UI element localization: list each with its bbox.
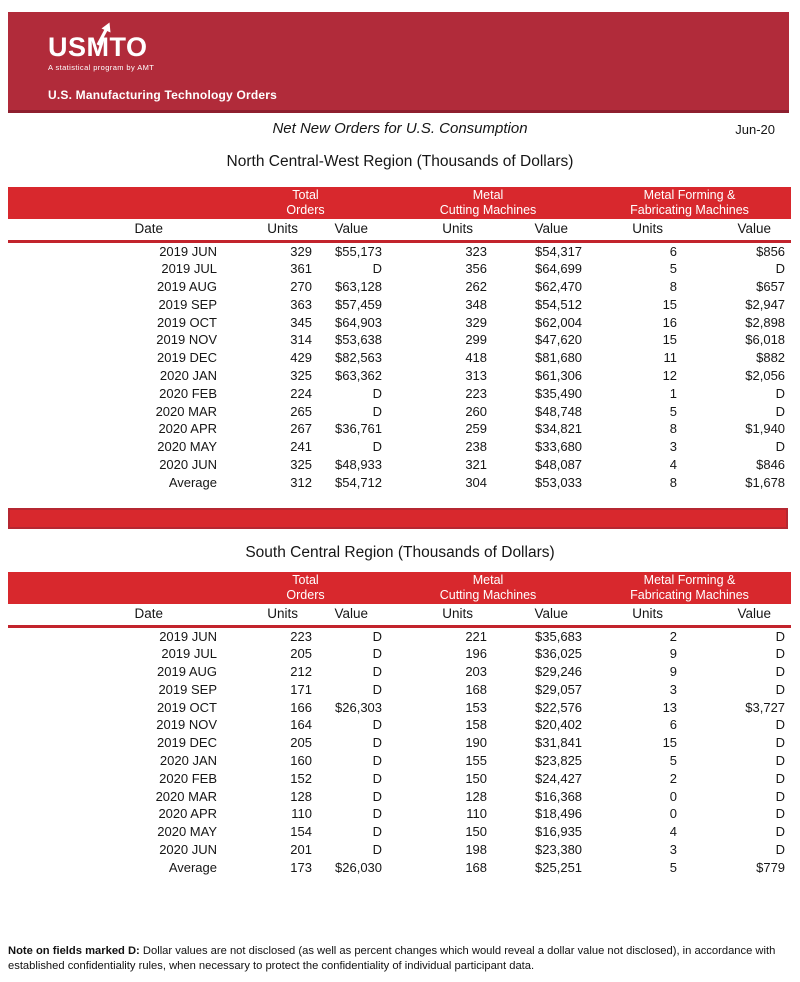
value-cell: D	[775, 806, 786, 822]
brand-header	[8, 12, 789, 113]
table-row	[8, 331, 791, 349]
date-cell: Average	[168, 859, 217, 875]
value-cell: D	[372, 806, 383, 822]
units-cell: 3	[669, 842, 678, 858]
date-cell: 2020 MAR	[155, 403, 217, 419]
value-cell: D	[775, 681, 786, 697]
units-cell: 168	[465, 681, 488, 697]
units-cell: 15	[662, 735, 678, 751]
value-cell: D	[372, 439, 383, 455]
table-north-central-west	[8, 187, 791, 492]
column-header-row	[8, 219, 791, 241]
value-cell: D	[775, 403, 786, 419]
table-row	[8, 474, 791, 492]
units-cell: 166	[290, 699, 312, 715]
value-cell: $48,087	[535, 457, 583, 473]
date-cell: 2020 FEB	[159, 385, 217, 401]
date-cell: 2020 JAN	[159, 368, 217, 384]
table-row	[8, 278, 791, 296]
value-cell: $22,576	[535, 699, 583, 715]
value-cell: $48,748	[535, 403, 583, 419]
value-cell: $36,025	[535, 646, 583, 662]
table-row	[8, 770, 791, 788]
value-cell: D	[775, 788, 786, 804]
value-cell: $779	[756, 859, 786, 875]
report-title: Net New Orders for U.S. Consumption	[272, 120, 528, 137]
value-cell: $23,380	[535, 842, 583, 858]
table-row	[8, 349, 791, 367]
units-cell: 418	[465, 350, 488, 366]
units-cell: 2	[669, 770, 678, 786]
date-cell: 2020 MAY	[157, 439, 217, 455]
group-header-metal-forming	[588, 572, 791, 604]
table-row	[8, 734, 791, 752]
units-cell: 1	[669, 385, 678, 401]
value-cell: D	[372, 385, 383, 401]
value-cell: D	[372, 753, 383, 769]
group-header-line: Total	[292, 188, 319, 202]
logo-wordmark	[48, 32, 154, 62]
date-cell: 2020 MAY	[157, 824, 217, 840]
footnote-body: Dollar values are not disclosed (as well as percent changes which would reveal a dollar value not disclosed), in accordance with established confidentiality rules, when necessary to protect the confidentiality of individual participant data.	[8, 945, 776, 972]
units-cell: 267	[290, 421, 312, 437]
group-header-metal-cutting	[388, 572, 588, 604]
value-cell: $16,368	[535, 788, 583, 804]
logo-text: USMTO	[48, 32, 148, 62]
units-cell: 314	[290, 332, 312, 348]
column-header-row	[8, 604, 791, 626]
date-cell: 2019 OCT	[157, 699, 217, 715]
value-cell: $29,246	[535, 664, 583, 680]
date-cell: 2019 DEC	[157, 350, 217, 366]
group-header-spacer	[8, 187, 223, 219]
value-cell: $33,680	[535, 439, 583, 455]
units-cell: 304	[465, 474, 488, 490]
units-cell: 15	[662, 332, 678, 348]
date-cell: 2019 DEC	[157, 735, 217, 751]
column-header-date: Date	[8, 604, 223, 626]
table-row	[8, 699, 791, 717]
date-cell: 2019 JUL	[161, 261, 217, 277]
value-cell: D	[775, 628, 786, 644]
value-cell: $64,903	[335, 314, 383, 330]
value-cell: $34,821	[535, 421, 583, 437]
table-row	[8, 805, 791, 823]
units-cell: 363	[290, 296, 312, 312]
units-cell: 224	[290, 385, 312, 401]
logo-tagline: A statistical program by AMT	[48, 63, 155, 72]
units-cell: 201	[290, 842, 312, 858]
units-cell: 205	[290, 646, 312, 662]
units-cell: 329	[465, 314, 488, 330]
units-cell: 223	[465, 385, 488, 401]
column-header-units-forming: Units	[588, 604, 683, 626]
units-cell: 198	[465, 842, 488, 858]
units-cell: 6	[669, 243, 678, 259]
table-south-central	[8, 572, 791, 877]
units-cell: 270	[290, 279, 312, 295]
units-cell: 5	[669, 261, 678, 277]
value-cell: D	[372, 735, 383, 751]
group-header-line: Cutting Machines	[439, 203, 537, 217]
report-period: Jun-20	[735, 122, 775, 137]
value-cell: $57,459	[335, 296, 383, 312]
group-header-line: Fabricating Machines	[630, 203, 749, 217]
column-header-value-cutting: Value	[493, 219, 588, 241]
value-cell: $62,004	[535, 314, 583, 330]
table-row	[8, 626, 791, 645]
date-cell: 2020 APR	[158, 806, 217, 822]
group-header-metal-forming	[588, 187, 791, 219]
value-cell: $1,678	[745, 474, 786, 490]
units-cell: 158	[465, 717, 488, 733]
date-cell: 2020 JUN	[159, 842, 217, 858]
table-row	[8, 260, 791, 278]
value-cell: $81,680	[535, 350, 583, 366]
value-cell: D	[372, 788, 383, 804]
column-header-units-total: Units	[223, 219, 318, 241]
value-cell: D	[775, 646, 786, 662]
value-cell: $64,699	[535, 261, 583, 277]
units-cell: 190	[465, 735, 488, 751]
table-row	[8, 663, 791, 681]
units-cell: 259	[465, 421, 488, 437]
value-cell: $62,470	[535, 279, 583, 295]
units-cell: 321	[465, 457, 488, 473]
units-cell: 173	[290, 859, 312, 875]
date-cell: 2019 JUL	[161, 646, 217, 662]
value-cell: $882	[756, 350, 786, 366]
group-header-row	[8, 187, 791, 219]
units-cell: 212	[290, 664, 312, 680]
date-cell: 2019 SEP	[158, 681, 217, 697]
footnote-lead: Note on fields marked D:	[8, 945, 140, 957]
units-cell: 160	[290, 753, 312, 769]
value-cell: $18,496	[535, 806, 583, 822]
value-cell: D	[775, 824, 786, 840]
units-cell: 5	[669, 403, 678, 419]
units-cell: 325	[290, 457, 312, 473]
table-row	[8, 367, 791, 385]
value-cell: $53,638	[335, 332, 383, 348]
value-cell: $48,933	[335, 457, 383, 473]
units-cell: 325	[290, 368, 312, 384]
units-cell: 348	[465, 296, 488, 312]
value-cell: $55,173	[335, 243, 383, 259]
table-row	[8, 841, 791, 859]
units-cell: 16	[662, 314, 678, 330]
value-cell: D	[775, 664, 786, 680]
value-cell: D	[372, 261, 383, 277]
value-cell: $35,683	[535, 628, 583, 644]
units-cell: 164	[290, 717, 312, 733]
date-cell: 2019 SEP	[158, 296, 217, 312]
group-header-total-orders	[223, 187, 388, 219]
value-cell: D	[775, 385, 786, 401]
units-cell: 203	[465, 664, 488, 680]
value-cell: $26,030	[335, 859, 383, 875]
units-cell: 429	[290, 350, 312, 366]
group-header-line: Orders	[286, 588, 325, 602]
column-header-value-forming: Value	[683, 604, 791, 626]
value-cell: D	[775, 439, 786, 455]
value-cell: D	[775, 842, 786, 858]
units-cell: 223	[290, 628, 312, 644]
units-cell: 110	[466, 806, 488, 822]
date-cell: 2019 JUN	[159, 243, 217, 259]
value-cell: $657	[756, 279, 786, 295]
group-header-metal-cutting	[388, 187, 588, 219]
units-cell: 221	[465, 628, 488, 644]
column-header-units-forming: Units	[588, 219, 683, 241]
value-cell: $1,940	[745, 421, 786, 437]
confidentiality-footnote	[8, 944, 790, 974]
column-header-value-total: Value	[318, 604, 388, 626]
units-cell: 238	[465, 439, 488, 455]
units-cell: 13	[662, 699, 678, 715]
value-cell: D	[775, 717, 786, 733]
column-header-date: Date	[8, 219, 223, 241]
units-cell: 155	[465, 753, 488, 769]
group-header-line: Orders	[286, 203, 325, 217]
units-cell: 168	[465, 859, 488, 875]
value-cell: D	[372, 842, 383, 858]
group-header-line: Metal	[472, 188, 504, 202]
date-cell: 2019 OCT	[157, 314, 217, 330]
value-cell: $63,362	[335, 368, 383, 384]
group-header-line: Total	[292, 573, 319, 587]
section-separator-band	[8, 508, 788, 529]
value-cell: $6,018	[745, 332, 786, 348]
column-header-units-cutting: Units	[388, 604, 493, 626]
value-cell: $846	[756, 457, 786, 473]
value-cell: $54,512	[535, 296, 583, 312]
value-cell: D	[372, 664, 383, 680]
units-cell: 152	[290, 770, 312, 786]
date-cell: 2020 JAN	[159, 753, 217, 769]
units-cell: 329	[290, 243, 312, 259]
date-cell: 2020 MAR	[155, 788, 217, 804]
table-row	[8, 752, 791, 770]
units-cell: 110	[291, 806, 312, 822]
units-cell: 356	[465, 261, 488, 277]
units-cell: 0	[669, 806, 678, 822]
value-cell: D	[775, 753, 786, 769]
column-header-value-forming: Value	[683, 219, 791, 241]
units-cell: 312	[290, 474, 312, 490]
table-row	[8, 385, 791, 403]
group-header-line: Fabricating Machines	[630, 588, 749, 602]
value-cell: $24,427	[535, 770, 583, 786]
group-header-total-orders	[223, 572, 388, 604]
date-cell: 2019 NOV	[156, 332, 217, 348]
region-title-north-central-west: North Central-West Region (Thousands of Dollars)	[226, 153, 574, 170]
value-cell: D	[775, 770, 786, 786]
units-cell: 154	[290, 824, 312, 840]
units-cell: 0	[669, 788, 678, 804]
table-row	[8, 296, 791, 314]
value-cell: D	[372, 628, 383, 644]
value-cell: D	[372, 646, 383, 662]
units-cell: 2	[669, 628, 678, 644]
value-cell: $61,306	[535, 368, 583, 384]
units-cell: 5	[669, 859, 678, 875]
value-cell: $29,057	[535, 681, 583, 697]
units-cell: 128	[290, 788, 312, 804]
date-cell: 2019 NOV	[156, 717, 217, 733]
units-cell: 9	[669, 646, 678, 662]
value-cell: D	[775, 735, 786, 751]
date-cell: 2019 JUN	[159, 628, 217, 644]
units-cell: 11	[663, 350, 678, 366]
units-cell: 150	[465, 824, 488, 840]
value-cell: $54,317	[535, 243, 583, 259]
table-row	[8, 456, 791, 474]
table-row	[8, 716, 791, 734]
units-cell: 8	[669, 474, 678, 490]
date-cell: 2020 FEB	[159, 770, 217, 786]
value-cell: $23,825	[535, 753, 583, 769]
units-cell: 4	[669, 824, 678, 840]
group-header-line: Metal Forming &	[643, 188, 736, 202]
value-cell: $53,033	[535, 474, 583, 490]
value-cell: $36,761	[335, 421, 383, 437]
value-cell: $82,563	[335, 350, 383, 366]
value-cell: $35,490	[535, 385, 583, 401]
units-cell: 299	[465, 332, 488, 348]
units-cell: 128	[465, 788, 488, 804]
value-cell: D	[775, 261, 786, 277]
column-header-value-cutting: Value	[493, 604, 588, 626]
units-cell: 345	[290, 314, 312, 330]
group-header-spacer	[8, 572, 223, 604]
units-cell: 323	[465, 243, 488, 259]
group-header-row	[8, 572, 791, 604]
value-cell: $54,712	[335, 474, 383, 490]
units-cell: 8	[669, 421, 678, 437]
units-cell: 153	[465, 699, 488, 715]
units-cell: 265	[290, 403, 312, 419]
date-cell: 2019 AUG	[157, 279, 217, 295]
units-cell: 361	[290, 261, 312, 277]
group-header-line: Metal Forming &	[643, 573, 736, 587]
region-title-south-central: South Central Region (Thousands of Dollars)	[245, 544, 555, 561]
value-cell: $3,727	[745, 699, 786, 715]
units-cell: 171	[290, 681, 312, 697]
table-row	[8, 823, 791, 841]
table-row	[8, 681, 791, 699]
units-cell: 6	[669, 717, 678, 733]
units-cell: 9	[669, 664, 678, 680]
units-cell: 260	[465, 403, 488, 419]
units-cell: 196	[465, 646, 488, 662]
usmto-logo	[48, 32, 154, 72]
group-header-line: Metal	[472, 573, 504, 587]
column-header-value-total: Value	[318, 219, 388, 241]
value-cell: $20,402	[535, 717, 583, 733]
column-header-units-cutting: Units	[388, 219, 493, 241]
table-row	[8, 788, 791, 806]
date-cell: 2020 APR	[158, 421, 217, 437]
table-row	[8, 241, 791, 260]
value-cell: $63,128	[335, 279, 383, 295]
units-cell: 5	[669, 753, 678, 769]
table-row	[8, 420, 791, 438]
value-cell: $25,251	[535, 859, 583, 875]
table-row	[8, 859, 791, 877]
value-cell: $2,947	[745, 296, 786, 312]
date-cell: 2020 JUN	[159, 457, 217, 473]
units-cell: 12	[662, 368, 678, 384]
table-row	[8, 403, 791, 421]
value-cell: D	[372, 824, 383, 840]
value-cell: D	[372, 717, 383, 733]
units-cell: 313	[465, 368, 488, 384]
units-cell: 241	[290, 439, 312, 455]
logo-arrow-icon	[92, 22, 116, 46]
value-cell: $2,898	[745, 314, 786, 330]
value-cell: D	[372, 770, 383, 786]
units-cell: 150	[465, 770, 488, 786]
value-cell: $26,303	[335, 699, 383, 715]
table-row	[8, 438, 791, 456]
value-cell: $16,935	[535, 824, 583, 840]
value-cell: $856	[756, 243, 786, 259]
value-cell: $31,841	[535, 735, 583, 751]
units-cell: 15	[662, 296, 678, 312]
units-cell: 262	[465, 279, 488, 295]
value-cell: D	[372, 403, 383, 419]
units-cell: 4	[669, 457, 678, 473]
units-cell: 3	[669, 681, 678, 697]
column-header-units-total: Units	[223, 604, 318, 626]
group-header-line: Cutting Machines	[439, 588, 537, 602]
table-row	[8, 314, 791, 332]
units-cell: 3	[669, 439, 678, 455]
table-row	[8, 645, 791, 663]
units-cell: 8	[669, 279, 678, 295]
program-subtitle: U.S. Manufacturing Technology Orders	[48, 88, 278, 102]
value-cell: $2,056	[745, 368, 786, 384]
date-cell: Average	[168, 474, 217, 490]
units-cell: 205	[290, 735, 312, 751]
value-cell: $47,620	[535, 332, 583, 348]
value-cell: D	[372, 681, 383, 697]
date-cell: 2019 AUG	[157, 664, 217, 680]
